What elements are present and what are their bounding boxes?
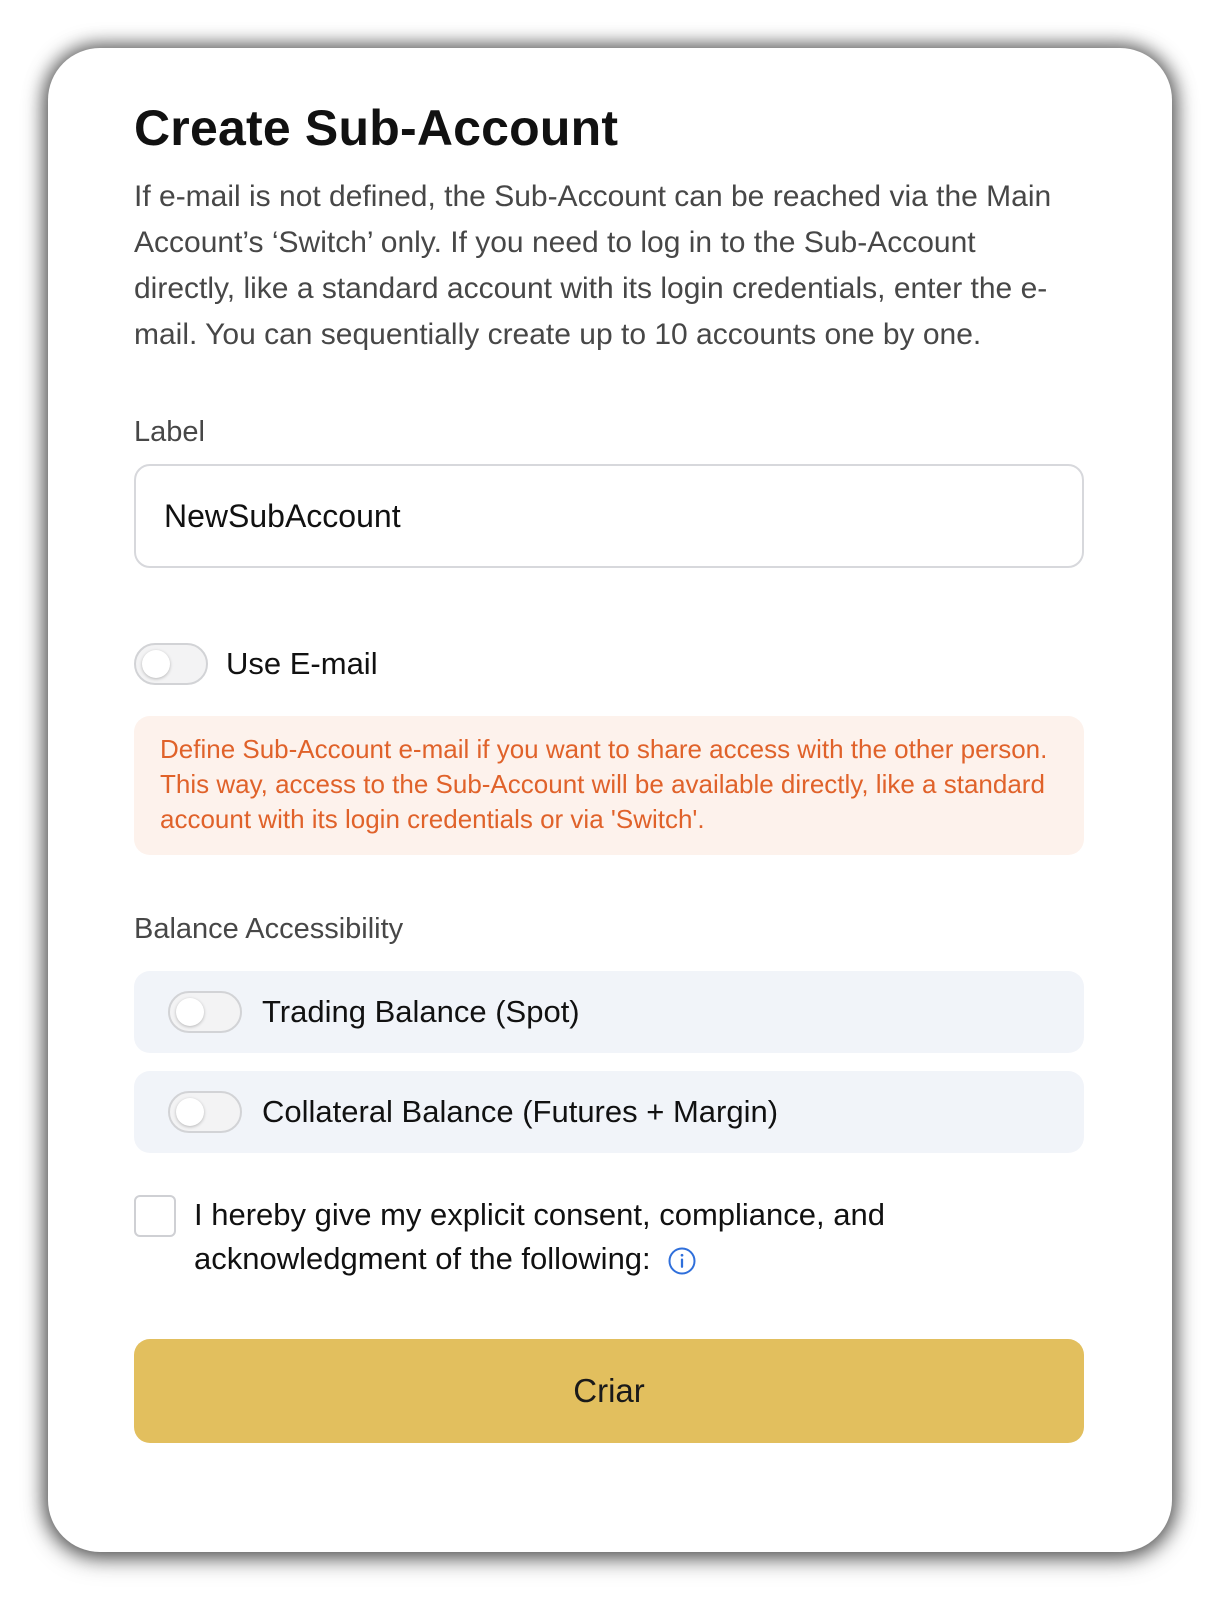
consent-row <box>134 1193 1084 1281</box>
info-icon[interactable] <box>667 1246 697 1276</box>
toggle-knob <box>176 998 204 1026</box>
dialog-title: Create Sub-Account <box>134 100 619 156</box>
create-button[interactable]: Criar <box>134 1339 1084 1443</box>
dialog-content <box>134 98 1084 1443</box>
dialog-description: If e-mail is not defined, the Sub-Account can be reached via the Main Account’s ‘Switch’ only. If you need to log in to the Sub-Account directly, like a standard account with its login credentials, enter the e-mail. You can sequentially create up to 10 accounts one by one. <box>134 180 1052 351</box>
email-notice: Define Sub-Account e-mail if you want to share access with the other person. This way, access to the Sub-Account will be available directly, like a standard account with its login credentials or via 'Switch'. <box>134 716 1084 855</box>
toggle-knob <box>142 650 170 678</box>
use-email-toggle[interactable] <box>134 643 208 685</box>
trading-balance-label: Trading Balance (Spot) <box>262 994 580 1029</box>
collateral-balance-label: Collateral Balance (Futures + Margin) <box>262 1094 779 1129</box>
collateral-balance-toggle[interactable] <box>168 1091 242 1133</box>
balance-option-collateral[interactable] <box>134 1071 1084 1153</box>
label-field-label: Label <box>134 416 205 448</box>
consent-text: I hereby give my explicit consent, compliance, and acknowledgment of the following: <box>194 1197 885 1276</box>
balance-option-trading[interactable] <box>134 971 1084 1053</box>
consent-text-wrap <box>194 1193 1084 1281</box>
dialog-card <box>48 48 1172 1552</box>
toggle-knob <box>176 1098 204 1126</box>
label-input[interactable] <box>134 464 1084 568</box>
trading-balance-toggle[interactable] <box>168 991 242 1033</box>
consent-checkbox[interactable] <box>134 1195 176 1237</box>
use-email-row <box>134 642 1084 686</box>
use-email-label: Use E-mail <box>226 646 378 681</box>
balance-accessibility-heading: Balance Accessibility <box>134 913 404 945</box>
